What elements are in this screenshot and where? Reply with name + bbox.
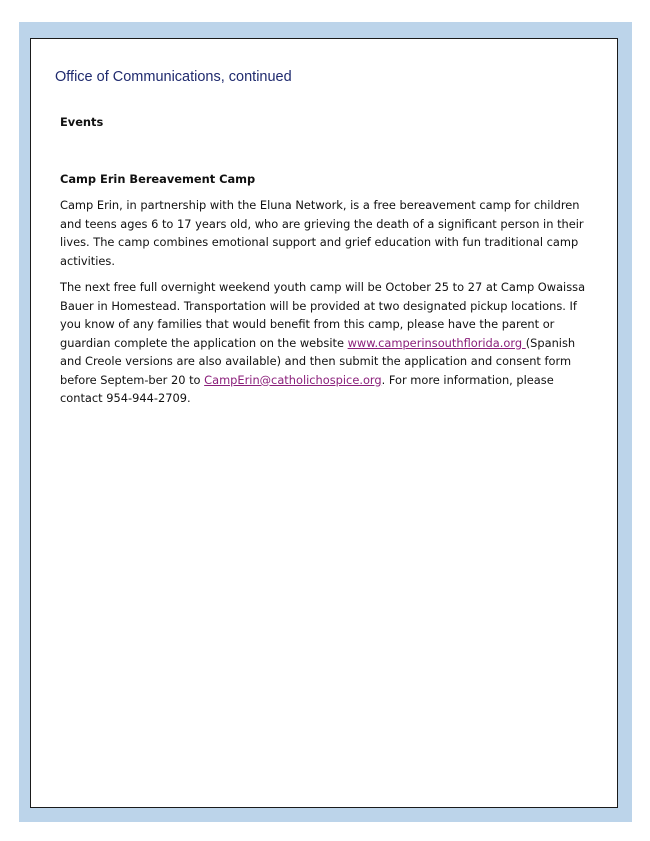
article-paragraph-2 [60,278,590,408]
article-paragraph-1: Camp Erin, in partnership with the Eluna Network, is a free bereavement camp for children and teens ages 6 to 17 years old, who are grieving the death of a significant person in their lives. The camp combines emotional support and grief education with fun traditional camp activities. [60,198,584,268]
document-page [30,38,618,808]
paragraph-2-text-2: (Spanish and Creole versions are also available) and then submit the application and consent form before Septem-ber 20 to [60,335,576,387]
page-heading: Office of Communications, continued [55,69,292,85]
page-content [60,113,590,416]
section-label: Events [60,115,104,129]
article-title: Camp Erin Bereavement Camp [60,171,256,186]
website-link[interactable]: www.camperinsouthflorida.org [347,335,526,350]
email-link[interactable]: CampErin@catholichospice.org [204,372,382,387]
paragraph-2-text-3: . For more information, please contact 954-944-2709. [60,372,554,405]
paragraph-2-text-1: The next free full overnight weekend youth camp will be October 25 to 27 at Camp Owaissa Bauer in Homestead. Transportation will be provided at two designated pickup locations. If you know of any families that would benefit from this camp, please have the parent or guardian complete the application on the website [60,280,586,350]
